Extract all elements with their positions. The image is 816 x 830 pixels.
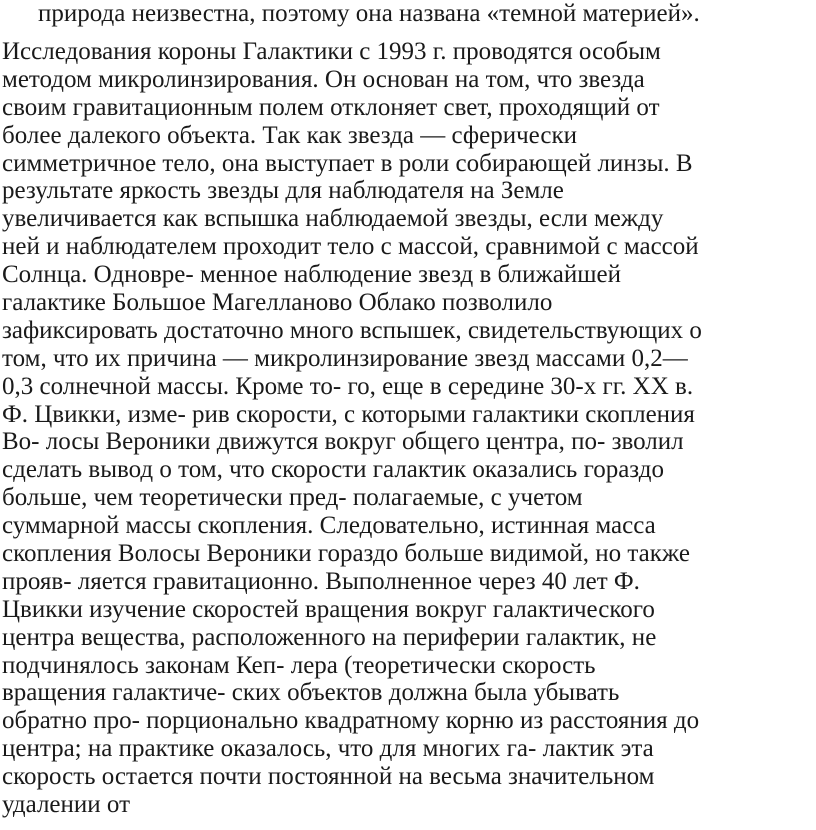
paragraph-line: ней и наблюдателем проходит тело с массой, сравнимой с массой (2, 233, 699, 261)
paragraph-line: результате яркость звезды для наблюдателя на Земле (2, 177, 564, 205)
paragraph-line: симметричное тело, она выступает в роли собирающей линзы. В (2, 149, 693, 177)
paragraph-line: больше, чем теоретически пред- полагаемые, с учетом (2, 484, 583, 512)
paragraph-line: прояв- ляется гравитационно. Выполненное через 40 лет Ф. (2, 567, 640, 595)
paragraph-line: центра; на практике оказалось, что для многих га- лактик эта (2, 735, 654, 763)
paragraph-line: подчинялось законам Кеп- лера (теоретически скорость (2, 651, 596, 679)
text-line-continuation: природа неизвестна, поэтому она названа «темной материей». (38, 0, 700, 27)
paragraph-line: Во- лосы Вероники движутся вокруг общего центра, по- зволил (2, 428, 684, 456)
paragraph (2, 38, 814, 819)
paragraph-line: Солнца. Одновре- менное наблюдение звезд в ближайшей (2, 261, 621, 289)
paragraph-line: том, что их причина — микролинзирование звезд массами 0,2— (2, 344, 688, 372)
paragraph-line: удалении от (2, 791, 131, 819)
paragraph-line: сделать вывод о том, что скорости галактик оказались гораздо (2, 456, 664, 484)
paragraph-line: скопления Волосы Вероники гораздо больше видимой, но также (2, 540, 690, 568)
paragraph-line: зафиксировать достаточно много вспышек, свидетельствующих о (2, 316, 702, 344)
paragraph-line: своим гравитационным полем отклоняет свет, проходящий от (2, 93, 660, 121)
paragraph-line: Цвикки изучение скоростей вращения вокруг галактического (2, 595, 655, 623)
paragraph-line: увеличивается как вспышка наблюдаемой звезды, если между (2, 205, 664, 233)
paragraph-line: более далекого объекта. Так как звезда — сферически (2, 121, 577, 149)
paragraph-line: вращения галактиче- ских объектов должна была убывать (2, 679, 620, 707)
paragraph-line: 0,3 солнечной массы. Кроме то- го, еще в середине 30-х гг. XX в. (2, 372, 694, 400)
paragraph-line: скорость остается почти постоянной на весьма значительном (2, 763, 655, 791)
paragraph-line: центра вещества, расположенного на периферии галактик, не (2, 623, 657, 651)
paragraph-line: обратно про- порционально квадратному корню из расстояния до (2, 707, 700, 735)
paragraph-line: Исследования короны Галактики с 1993 г. проводятся особым (2, 38, 661, 65)
paragraph-line: Ф. Цвикки, изме- рив скорости, с которыми галактики скопления (2, 400, 695, 428)
paragraph-line: суммарной массы скопления. Следовательно, истинная масса (2, 512, 656, 540)
paragraph-line: галактике Большое Магелланово Облако позволило (2, 289, 553, 317)
paragraph-line: методом микролинзирования. Он основан на том, что звезда (2, 65, 645, 93)
